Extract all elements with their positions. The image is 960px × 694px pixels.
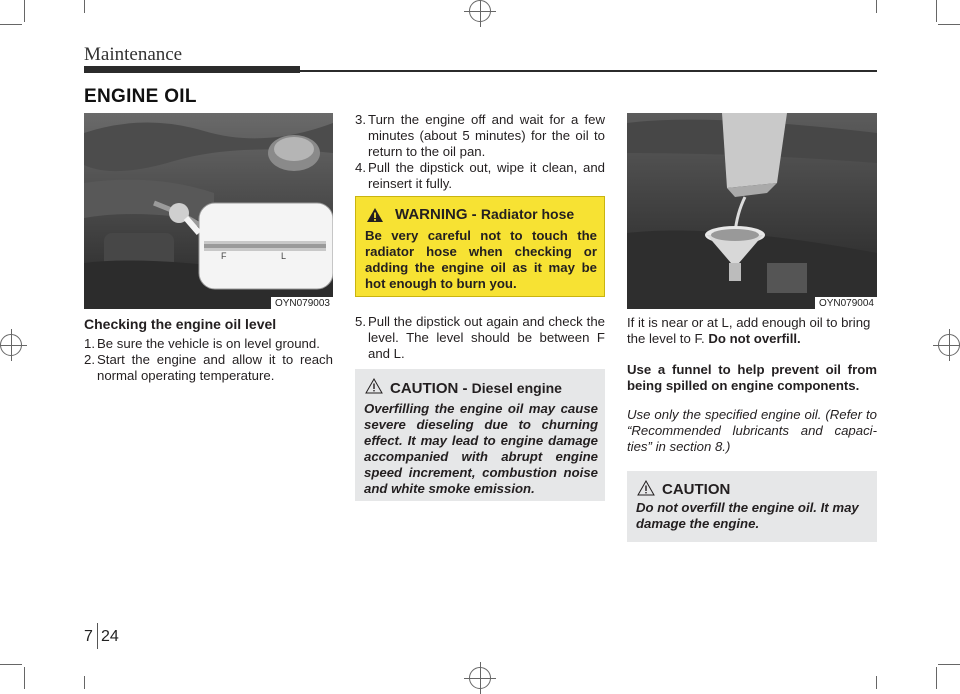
step-3 [355, 112, 605, 160]
registration-mark-right [938, 334, 960, 356]
caution-text: Do not overfill the engine oil. It may damage the engine. [636, 500, 859, 531]
step-text: Pull the dipstick out, wipe it clean, and reinsert it fully. [368, 160, 605, 191]
step-number: 2. [84, 352, 95, 367]
caution-text: Overfilling the engine oil may cause severe dieseling due to churning effect. It may lead to engine damage accompanied with abrupt engine speed increment, combustion noise and white smoke emission. [364, 401, 598, 496]
caution-title: CAUTION - Diesel engine [390, 380, 562, 397]
header-rule-thin [300, 70, 877, 72]
figure-code: OYN079004 [815, 297, 877, 309]
step-text: Be sure the vehicle is on level ground. [97, 336, 320, 351]
step-2 [84, 352, 333, 384]
warning-box [355, 196, 605, 297]
step-number: 1. [84, 336, 95, 351]
dipstick-label-l: L [281, 251, 287, 261]
step-number: 3. [355, 112, 366, 127]
caution-icon [637, 480, 655, 496]
step-number: 5. [355, 314, 366, 329]
paragraph-add-oil: If it is near or at L, add enough oil to bring the level to F. Do not overfill. [627, 315, 871, 346]
caution-box-diesel [355, 369, 605, 501]
page-number-divider [97, 623, 98, 649]
registration-mark-left [0, 334, 22, 356]
caution-box [627, 471, 877, 542]
page-number: 24 [101, 628, 119, 645]
section-title: ENGINE OIL [84, 86, 197, 107]
step-number: 4. [355, 160, 366, 175]
registration-mark-top [469, 0, 491, 22]
registration-mark-bottom [469, 667, 491, 689]
subsection-title: Checking the engine oil level [84, 316, 277, 332]
warning-text: Be very careful not to touch the radiator hose when checking or adding the engine oil as it may be hot enough to burn you. [365, 228, 597, 291]
running-header: Maintenance [84, 44, 183, 65]
step-text: Turn the engine off and wait for a few minutes (about 5 minutes) for the oil to return to the oil pan. [368, 112, 605, 159]
chapter-number: 7 [84, 628, 93, 645]
warning-title: WARNING - Radiator hose [395, 206, 575, 223]
step-1 [84, 336, 333, 352]
caution-title: CAUTION [662, 481, 731, 498]
caution-icon [365, 378, 383, 394]
dipstick-label-f: F [221, 251, 227, 261]
step-text: Pull the dipstick out again and check the level. The level should be between F and L. [368, 314, 605, 361]
warning-icon [366, 207, 384, 223]
engine-illustration [84, 113, 333, 309]
step-text: Start the engine and allow it to reach normal operating temperature. [97, 352, 333, 383]
engine-funnel-illustration [627, 113, 877, 309]
paragraph-specified-oil: Use only the specified engine oil. (Refer to “Recommended lubricants and capaci-ties” in section 8.) [627, 407, 877, 454]
engine-funnel-photo [627, 113, 877, 309]
step-5 [355, 314, 605, 362]
figure-code: OYN079003 [271, 297, 333, 309]
step-4 [355, 160, 605, 192]
engine-dipstick-photo [84, 113, 333, 309]
paragraph-funnel: Use a funnel to help prevent oil from being spilled on engine components. [627, 362, 877, 393]
header-rule [84, 66, 300, 73]
